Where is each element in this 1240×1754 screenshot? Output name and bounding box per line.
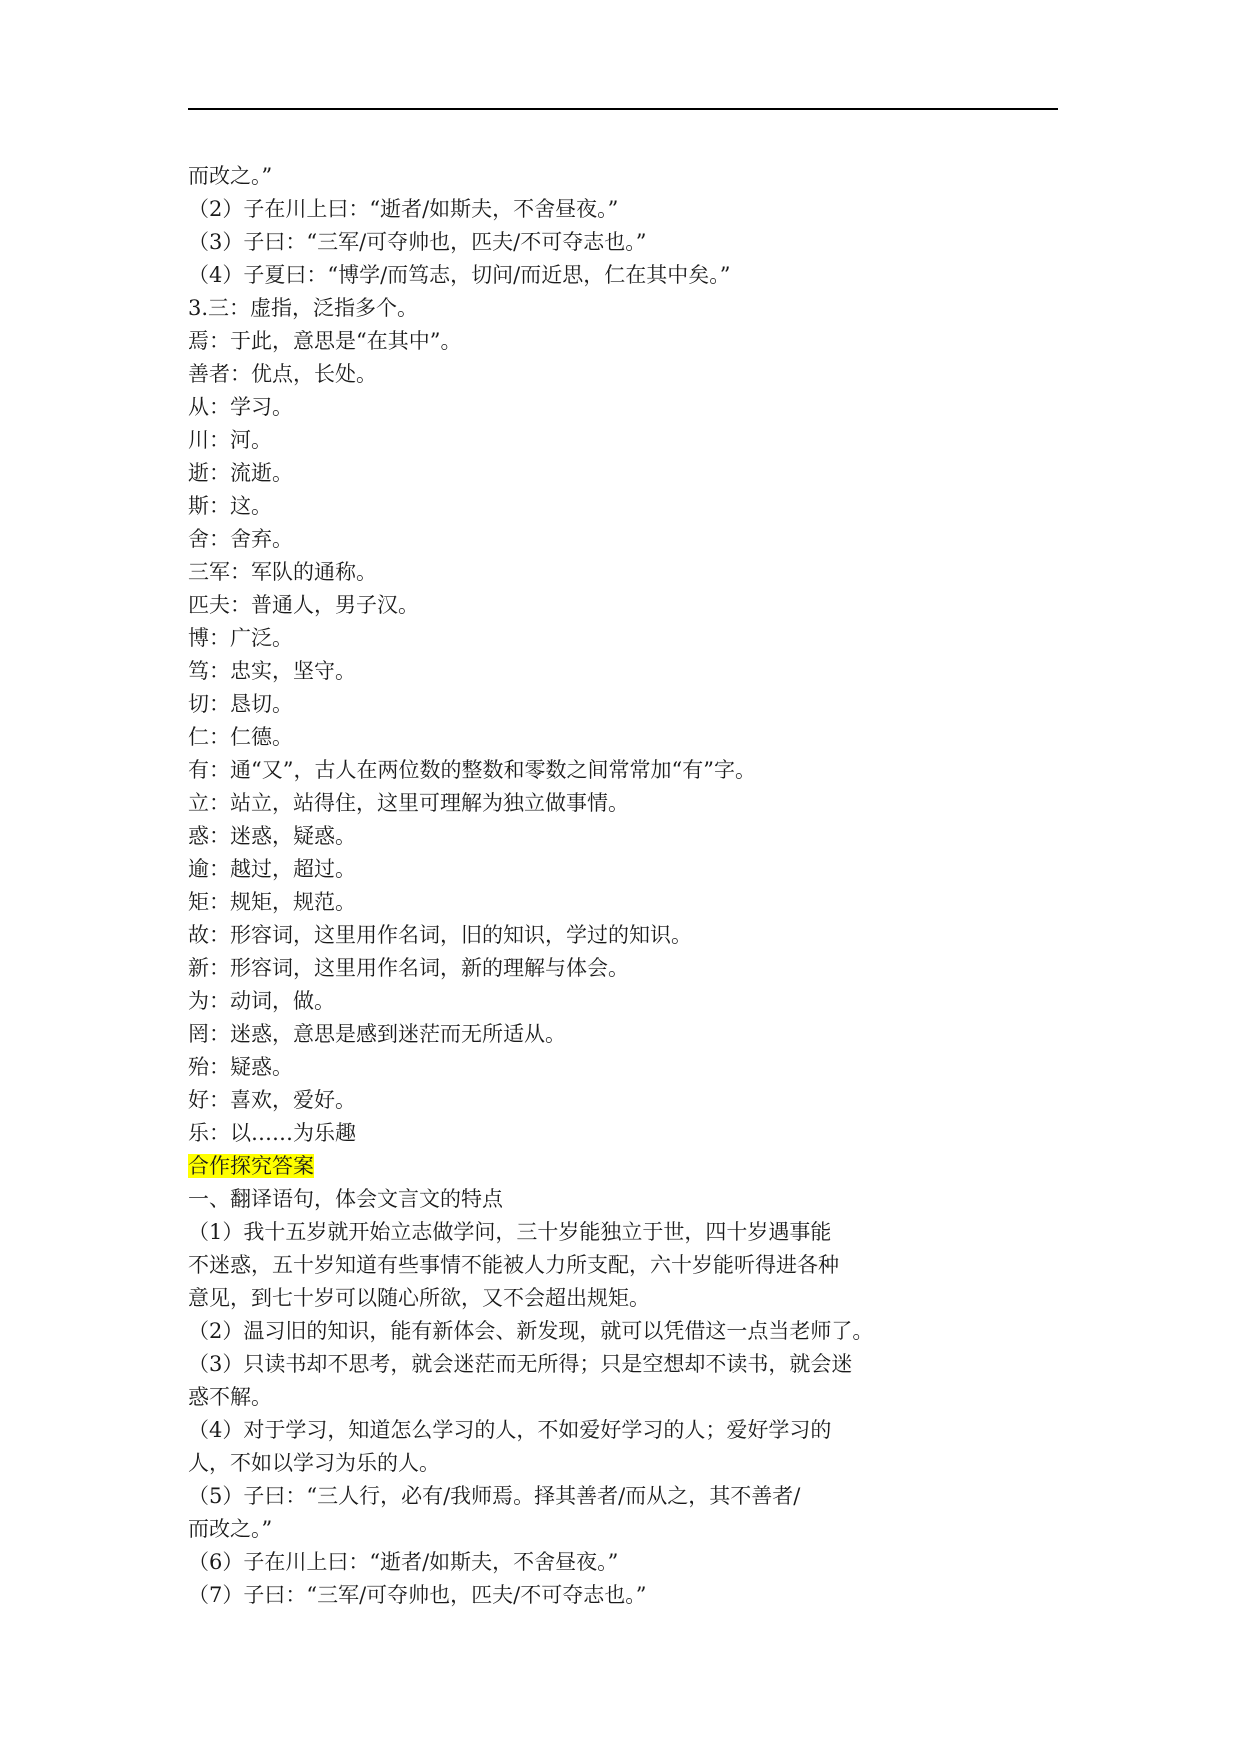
text-line	[188, 1546, 1068, 1579]
line-text: 逝：流逝。	[188, 461, 293, 485]
text-line	[188, 1051, 1068, 1084]
text-line	[188, 325, 1068, 358]
line-text: 矩：规矩，规范。	[188, 890, 356, 914]
section-heading	[188, 1150, 1068, 1183]
line-text: （4）子夏曰：“博学/而笃志，切问/而近思，仁在其中矣。”	[188, 263, 731, 287]
text-line	[188, 1183, 1068, 1216]
text-line	[188, 1579, 1068, 1612]
text-line	[188, 820, 1068, 853]
text-line	[188, 259, 1068, 292]
line-text: 殆：疑惑。	[188, 1055, 293, 1079]
line-text: 立：站立，站得住，这里可理解为独立做事情。	[188, 791, 629, 815]
header-rule	[188, 108, 1058, 110]
line-text: 焉：于此，意思是“在其中”。	[188, 329, 462, 353]
text-line	[188, 754, 1068, 787]
text-line	[188, 688, 1068, 721]
line-text: 舍：舍弃。	[188, 527, 293, 551]
text-line	[188, 457, 1068, 490]
text-line	[188, 1216, 1068, 1249]
text-line	[188, 952, 1068, 985]
line-text: 有：通“又”，古人在两位数的整数和零数之间常常加“有”字。	[188, 758, 756, 782]
line-text: 一、翻译语句，体会文言文的特点	[188, 1187, 503, 1211]
line-text: 切：恳切。	[188, 692, 293, 716]
line-text: 笃：忠实，坚守。	[188, 659, 356, 683]
line-text: 意见，到七十岁可以随心所欲，又不会超出规矩。	[188, 1286, 650, 1310]
line-text: 人，不如以学习为乐的人。	[188, 1451, 440, 1475]
document-body	[188, 160, 1068, 1612]
text-line	[188, 160, 1068, 193]
highlighted-text: 合作探究答案	[188, 1154, 314, 1178]
line-text: 而改之。”	[188, 164, 273, 188]
text-line	[188, 193, 1068, 226]
line-text: （1）我十五岁就开始立志做学问，三十岁能独立于世，四十岁遇事能	[188, 1220, 832, 1244]
text-line	[188, 919, 1068, 952]
line-text: 而改之。”	[188, 1517, 273, 1541]
line-text: 逾：越过，超过。	[188, 857, 356, 881]
line-text: （3）子曰：“三军/可夺帅也，匹夫/不可夺志也。”	[188, 230, 647, 254]
text-line	[188, 1018, 1068, 1051]
text-line	[188, 1513, 1068, 1546]
text-line	[188, 556, 1068, 589]
line-text: 仁：仁德。	[188, 725, 293, 749]
line-text: 新：形容词，这里用作名词，新的理解与体会。	[188, 956, 629, 980]
line-text: 川：河。	[188, 428, 272, 452]
line-text: （5）子曰：“三人行，必有/我师焉。择其善者/而从之，其不善者/	[188, 1484, 801, 1508]
text-line	[188, 853, 1068, 886]
text-line	[188, 1348, 1068, 1381]
text-line	[188, 1315, 1068, 1348]
line-text: 为：动词，做。	[188, 989, 335, 1013]
text-line	[188, 1117, 1068, 1150]
text-line	[188, 886, 1068, 919]
line-text: 斯：这。	[188, 494, 272, 518]
text-line	[188, 490, 1068, 523]
line-text: 惑：迷惑，疑惑。	[188, 824, 356, 848]
text-line	[188, 1480, 1068, 1513]
text-line	[188, 424, 1068, 457]
text-line	[188, 721, 1068, 754]
line-text: 罔：迷惑，意思是感到迷茫而无所适从。	[188, 1022, 566, 1046]
text-line	[188, 1447, 1068, 1480]
text-line	[188, 985, 1068, 1018]
text-line	[188, 1084, 1068, 1117]
line-text: 3.三：虚指，泛指多个。	[188, 296, 419, 320]
text-line	[188, 1249, 1068, 1282]
line-text: 乐：以……为乐趣	[188, 1121, 356, 1145]
line-text: （2）温习旧的知识，能有新体会、新发现，就可以凭借这一点当老师了。	[188, 1319, 874, 1343]
line-text: 从：学习。	[188, 395, 293, 419]
text-line	[188, 358, 1068, 391]
text-line	[188, 226, 1068, 259]
line-text: （6）子在川上曰：“逝者/如斯夫，不舍昼夜。”	[188, 1550, 619, 1574]
line-text: 故：形容词，这里用作名词，旧的知识，学过的知识。	[188, 923, 692, 947]
text-line	[188, 589, 1068, 622]
text-line	[188, 1414, 1068, 1447]
line-text: （2）子在川上曰：“逝者/如斯夫，不舍昼夜。”	[188, 197, 619, 221]
text-line	[188, 622, 1068, 655]
text-line	[188, 292, 1068, 325]
text-line	[188, 1381, 1068, 1414]
text-line	[188, 523, 1068, 556]
line-text: 博：广泛。	[188, 626, 293, 650]
text-line	[188, 391, 1068, 424]
line-text: 好：喜欢，爱好。	[188, 1088, 356, 1112]
line-text: 善者：优点，长处。	[188, 362, 377, 386]
text-line	[188, 655, 1068, 688]
line-text: （3）只读书却不思考，就会迷茫而无所得；只是空想却不读书，就会迷	[188, 1352, 853, 1376]
line-text: 匹夫：普通人，男子汉。	[188, 593, 419, 617]
text-line	[188, 787, 1068, 820]
line-text: 不迷惑，五十岁知道有些事情不能被人力所支配，六十岁能听得进各种	[188, 1253, 839, 1277]
line-text: 惑不解。	[188, 1385, 272, 1409]
line-text: 三军：军队的通称。	[188, 560, 377, 584]
line-text: （4）对于学习，知道怎么学习的人，不如爱好学习的人；爱好学习的	[188, 1418, 832, 1442]
text-line	[188, 1282, 1068, 1315]
line-text: （7）子曰：“三军/可夺帅也，匹夫/不可夺志也。”	[188, 1583, 647, 1607]
